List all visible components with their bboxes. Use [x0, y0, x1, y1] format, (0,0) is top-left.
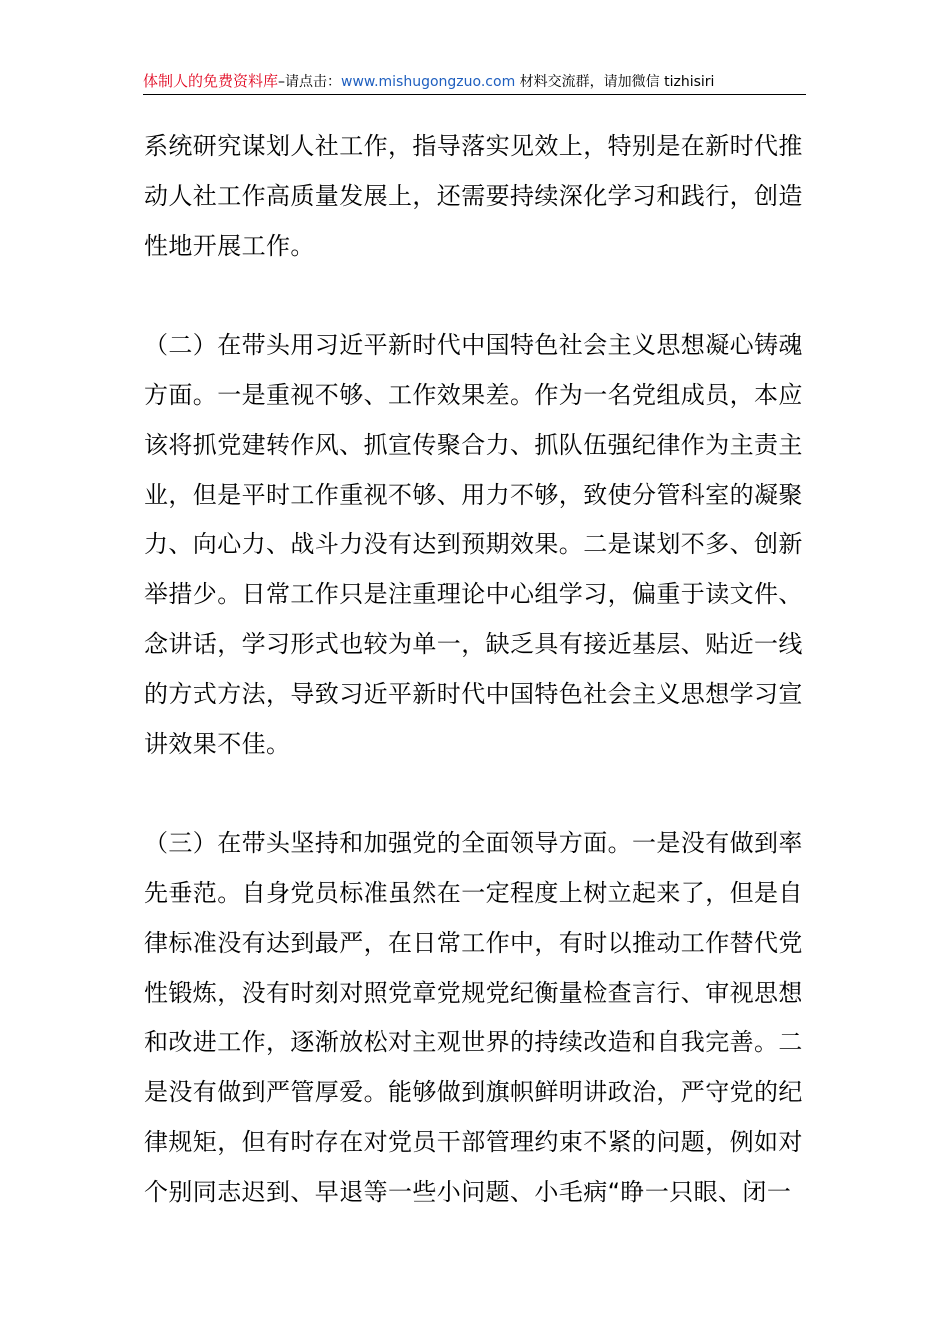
text-line: （三）在带头坚持和加强党的全面领导方面。一是没有做到率	[144, 829, 803, 858]
header-url-link[interactable]: www.mishugongzuo.com	[341, 74, 516, 90]
text-line: 个别同志迟到、早退等一些小问题、小毛病“睁一只眼、闭一	[144, 1177, 792, 1206]
paragraph-3	[144, 819, 806, 1217]
text-line: 系统研究谋划人社工作，指导落实见效上，特别是在新时代推	[144, 132, 803, 160]
text-line: 动人社工作高质量发展上，还需要持续深化学习和践行，创造	[144, 181, 803, 210]
text-line: 的方式方法，导致习近平新时代中国特色社会主义思想学习宣	[144, 679, 803, 708]
paragraph-1	[144, 122, 806, 271]
paragraph-2	[144, 321, 806, 769]
text-line: 性锻炼，没有时刻对照党章党规党纪衡量检查言行、审视思想	[144, 978, 803, 1007]
header-brand: 体制人的免费资料库	[143, 72, 279, 90]
text-line: 该将抓党建转作风、抓宣传聚合力、抓队伍强纪律作为主责主	[144, 430, 803, 459]
header-divider	[143, 94, 806, 95]
text-line: 方面。一是重视不够、工作效果差。作为一名党组成员，本应	[144, 380, 803, 409]
text-line: 律标准没有达到最严，在日常工作中，有时以推动工作替代党	[144, 928, 803, 957]
text-line: 力、向心力、战斗力没有达到预期效果。二是谋划不多、创新	[144, 530, 803, 559]
text-line: 讲效果不佳。	[144, 729, 291, 758]
text-line: 业，但是平时工作重视不够、用力不够，致使分管科室的凝聚	[144, 480, 803, 509]
text-line: 念讲话，学习形式也较为单一，缺乏具有接近基层、贴近一线	[144, 629, 803, 658]
text-line: 先垂范。自身党员标准虽然在一定程度上树立起来了，但是自	[144, 878, 803, 907]
text-line: （二）在带头用习近平新时代中国特色社会主义思想凝心铸魂	[144, 331, 803, 360]
text-line: 举措少。日常工作只是注重理论中心组学习，偏重于读文件、	[144, 580, 803, 609]
page-header	[143, 70, 806, 92]
text-line: 是没有做到严管厚爱。能够做到旗帜鲜明讲政治，严守党的纪	[144, 1078, 803, 1107]
header-prompt: –请点击：	[278, 74, 342, 90]
header-wechat-note: 材料交流群，请加微信 tizhisiri	[515, 74, 715, 90]
text-line: 性地开展工作。	[144, 231, 315, 260]
document-body	[144, 122, 806, 1218]
text-line: 律规矩，但有时存在对党员干部管理约束不紧的问题，例如对	[144, 1127, 803, 1156]
text-line: 和改进工作，逐渐放松对主观世界的持续改造和自我完善。二	[144, 1028, 803, 1057]
